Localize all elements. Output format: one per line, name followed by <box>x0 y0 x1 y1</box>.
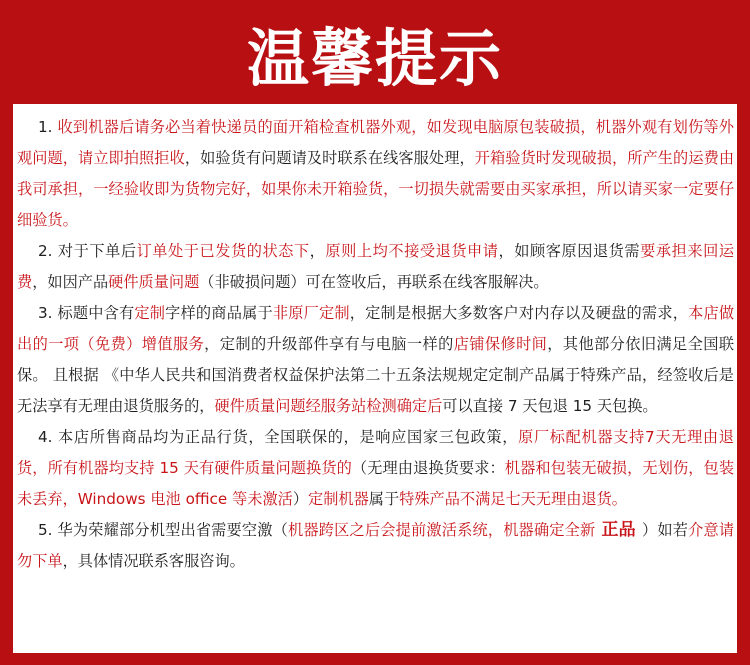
highlight-text: 要承担来回运费 <box>17 242 735 291</box>
notice-item-4 <box>17 422 734 515</box>
notice-item-1 <box>17 112 734 236</box>
genuine-badge: 正品 <box>595 520 642 540</box>
body-text: （非破损问题）可在签收后，再联系在线客服解决。 <box>199 273 549 291</box>
highlight-text: 定制机器 <box>308 490 369 508</box>
notice-item-3 <box>17 298 734 422</box>
highlight-text: 订单处于已发货的状态下 <box>136 242 310 260</box>
body-text: ，定制的升级部件享有与电脑一样的 <box>204 335 454 353</box>
highlight-text: 机器和包装无破损，无划伤，包装未丢弃，Windows 电池 office 等未激活 <box>17 459 735 508</box>
body-text: ， <box>309 242 326 260</box>
body-text: ） <box>292 490 309 508</box>
highlight-text: 店铺保修时间 <box>453 335 548 353</box>
notice-item-2 <box>17 236 734 298</box>
body-text: 3. 标题中含有 <box>38 304 135 322</box>
notice-panel <box>13 104 737 653</box>
highlight-text: 硬件质量问题经服务站检测确定后 <box>214 397 443 415</box>
body-text: 5. 华为荣耀部分机型出省需要空激（ <box>38 521 289 539</box>
highlight-text: 特殊产品不满足七天无理由退货。 <box>399 490 627 508</box>
body-text: 可以直接 7 天包退 15 天包换。 <box>442 397 658 415</box>
body-text: 4. 本店所售商品均为正品行货，全国联保的，是响应国家三包政策， <box>38 428 519 446</box>
highlight-text: 原厂标配机器支持7天无理由退货，所有机器均支持 15 天有硬件质量问题换货的 <box>17 428 734 477</box>
body-text: ，具体情况联系客服咨询。 <box>62 552 245 570</box>
highlight-text: 收到机器后请务必当着快递员的面开箱检查机器外观，如发现电脑原包装破损，机器外观有划伤等外观问题，请立即拍照拒收 <box>17 118 734 167</box>
body-text: ，如因产品 <box>32 273 109 291</box>
body-text: ，其他部分依旧满足全国联保。 且根据 《中华人民共和国消费者权益保护法第二十五条法规规定定制产品属于特殊产品，经签收后是无法享有无理由退货服务的， <box>17 335 735 415</box>
highlight-text: 定制 <box>134 304 166 322</box>
highlight-text: 开箱验货时发现破损，所产生的运费由我司承担，一经验收即为货物完好，如果你未开箱验货，一切损失就需要由买家承担，所以请买家一定要仔细验货。 <box>17 149 735 229</box>
body-text: 2. 对于下单后 <box>38 242 137 260</box>
body-text: 字样的商品属于 <box>165 304 273 322</box>
highlight-text: 硬件质量问题 <box>108 273 200 291</box>
body-text: ，如顾客原因退货需 <box>498 242 641 260</box>
highlight-text: 本店做出的一项（免费）增值服务 <box>17 304 735 353</box>
highlight-text: 原则上均不接受退货申请 <box>325 242 499 260</box>
body-text: ）如若 <box>641 521 689 539</box>
body-text: ，如验货有问题请及时联系在线客服处理， <box>184 149 475 167</box>
body-text: 1. <box>38 118 58 136</box>
highlight-text: 非原厂定制 <box>272 304 350 322</box>
body-text: 属于 <box>368 490 400 508</box>
notice-item-5 <box>17 515 734 577</box>
body-text: ，定制是根据大多数客户对内存以及硬盘的需求， <box>349 304 689 322</box>
page-title: 温馨提示 <box>246 22 503 95</box>
highlight-text: 机器跨区之后会提前激活系统，机器确定全新 <box>288 521 596 539</box>
body-text: （无理由退换货要求： <box>351 459 505 477</box>
highlight-text: 介意请勿下单 <box>17 521 735 570</box>
